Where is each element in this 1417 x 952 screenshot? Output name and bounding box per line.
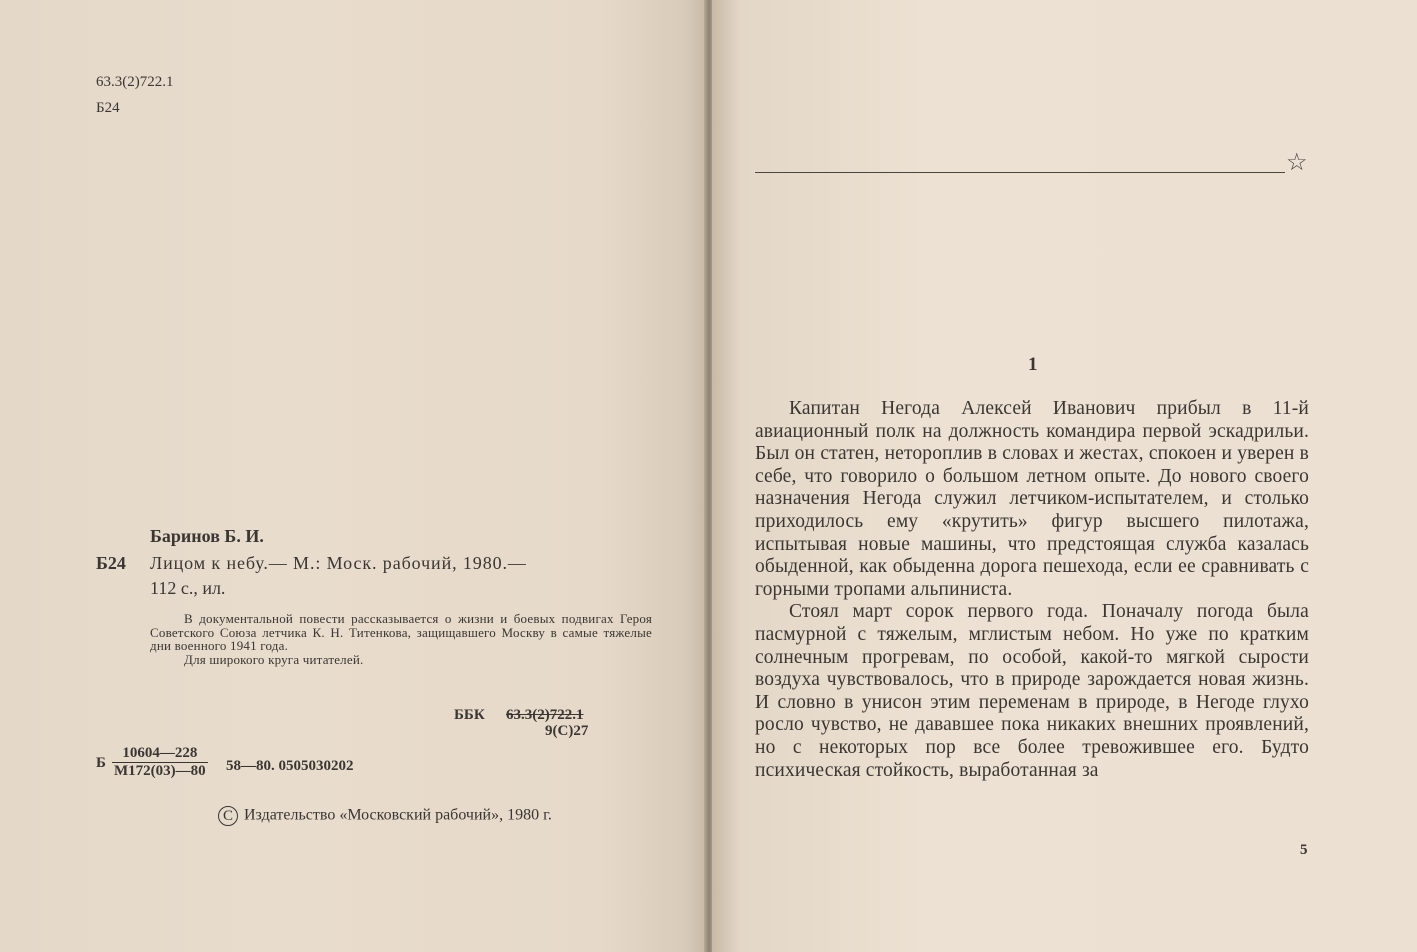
- bbk-code-2: 9(С)27: [545, 723, 589, 739]
- chapter-text: [755, 398, 1309, 782]
- left-page: [0, 0, 706, 952]
- catalog-letter-code: Б24: [96, 553, 126, 573]
- paragraph: Капитан Негода Алексей Иванович прибыл в 11-й авиационный полк на должность командира первой эскадрильи. Был он статен, нетороплив в словах и жестах, спокоен и уверен в себе, что говорило о большом летном опыте. До нового своего назначения Негода служил летчиком-испытателем, и столько приходилось ему «крутить» фигур высшего пилотажа, испытывая новые машины, что предстоящая служба казалась обыденной, как обыденна дорога пешехода, если ее сравнивать с горными тропами альпиниста.: [755, 398, 1309, 600]
- paragraph: Стоял март сорок первого года. Поначалу погода была пасмурной с тяжелым, мглистым небом. Но уже по кратким солнечным прогревам, по особой, какой-то мягкой сырости воздуха чувствовалось, что в природе зарождается новая жизнь. И словно в унисон этим переменам в природе, в Негоде глухо росло чувство, не дававшее пока никаких внешних проявлений, но с некоторых пор все более тревожившее его. Будто психическая стойкость, выработанная за: [755, 601, 1309, 781]
- price-suffix: 58—80. 0505030202: [226, 758, 354, 774]
- fraction-numerator: 10604—228: [112, 745, 208, 763]
- star-icon: ☆: [1286, 150, 1308, 176]
- bibliographic-line-1: Лицом к небу.— М.: Моск. рабочий, 1980.—: [150, 553, 527, 573]
- author-code: Б24: [96, 100, 120, 116]
- audience-text: Для широкого круга читателей.: [184, 651, 364, 667]
- bbk-label: ББК: [454, 707, 485, 723]
- header-rule: [755, 172, 1285, 173]
- price-fraction: [112, 745, 208, 780]
- annotation-text: В документальной повести рассказывается о жизни и боевых подвигах Героя Советского Союза летчика К. Н. Титенкова, защищавшего Москву в самые тяжелые дни военного 1941 года.: [150, 611, 652, 654]
- copyright-line: [218, 806, 552, 826]
- bbk-code-1: 63.3(2)722.1: [506, 707, 584, 723]
- bibliographic-line-2: 112 с., ил.: [150, 578, 226, 598]
- chapter-number: 1: [1028, 354, 1038, 375]
- copyright-icon: C: [218, 806, 238, 826]
- classification-code: 63.3(2)722.1: [96, 74, 174, 90]
- annotation: [150, 612, 652, 666]
- page-number: 5: [1300, 842, 1308, 858]
- author-name: Баринов Б. И.: [150, 526, 264, 546]
- price-letter: Б: [96, 755, 106, 771]
- copyright-text: Издательство «Московский рабочий», 1980 г.: [244, 806, 552, 824]
- fraction-denominator: М172(03)—80: [114, 763, 206, 779]
